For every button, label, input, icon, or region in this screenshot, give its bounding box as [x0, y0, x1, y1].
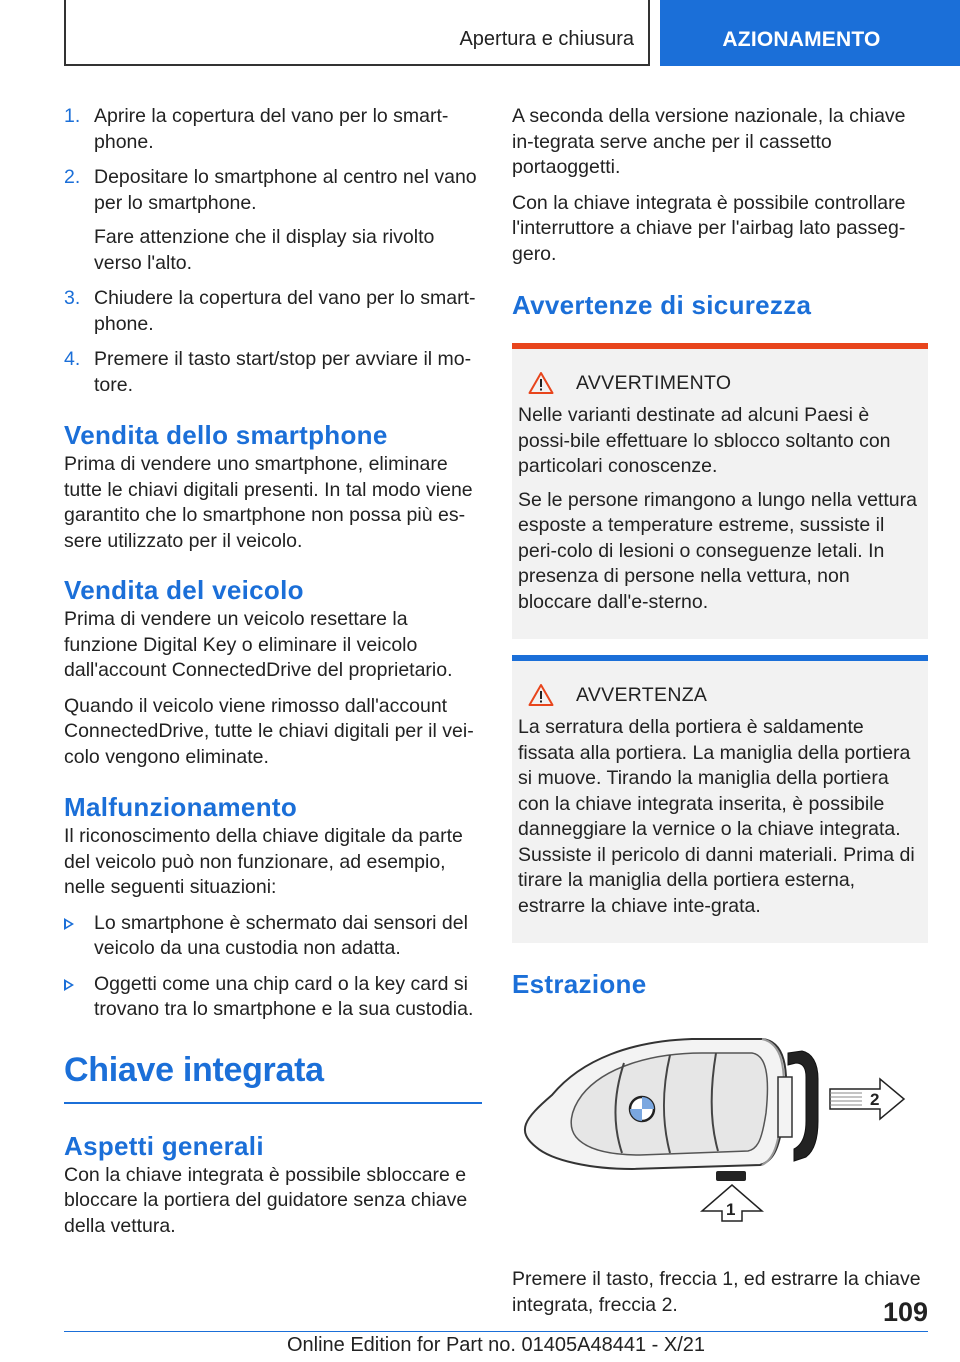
step-list [64, 104, 482, 398]
warning-triangle-icon [528, 371, 554, 395]
key-extraction-figure [512, 1023, 928, 1223]
step-text: Chiudere la copertura del vano per lo smart-phone. [94, 287, 476, 335]
extraction-text: Premere il tasto, freccia 1, ed estrarre la chiave integrata, freccia 2. [512, 1268, 921, 1316]
step-number: 1. [64, 105, 81, 127]
step-item [64, 104, 482, 155]
heading-extraction: Estrazione [512, 969, 647, 999]
step-item [64, 165, 482, 276]
step-text: Depositare lo smartphone al centro nel vano per lo smartphone. [94, 166, 477, 214]
footer-rule [64, 1331, 928, 1332]
list-item [64, 972, 482, 1023]
notice-box [512, 655, 928, 943]
list-item-text: Oggetti come una chip card o la key card si trovano tra lo smartphone e la sua custodia. [94, 972, 474, 1020]
step-number: 3. [64, 287, 81, 309]
notice-title: AVVERTENZA [576, 683, 708, 706]
arrow-2-label: 2 [870, 1090, 880, 1109]
page-number: 109 [882, 1297, 928, 1327]
intro-text-2: Con la chiave integrata è possibile controllare l'interruttore a chiave per l'airbag lato passeg-gero. [512, 191, 906, 265]
warning-triangle-icon [528, 683, 554, 707]
arrow-1-label: 1 [726, 1200, 736, 1219]
warning-text-2: Se le persone rimangono a lungo nella vettura esposte a temperature estreme, sussiste il peri-colo di lesioni o conseguenze letali. In presenza di persone nella vettura, non bloccare dall'e-sterno. [518, 488, 917, 613]
malfunction-list [64, 911, 482, 1023]
sale-vehicle-text-2: Quando il veicolo viene rimosso dall'account ConnectedDrive, tutte le chiavi digitali per il vei-colo vengono eliminate. [64, 694, 474, 768]
step-item [64, 347, 482, 398]
heading-sale-vehicle: Vendita del veicolo [64, 575, 304, 605]
notice-text: La serratura della portiera è saldamente fissata alla portiera. La maniglia della portiera si muove. Tirando la maniglia della portiera con la chiave integrata inserita, è possibile danneggiare la vernice o la chiave integrata. Sussiste il pericolo di danni materiali. Prima di tirare la maniglia della portiera esterna, estrarre la chiave inte-grata. [518, 716, 915, 917]
warning-text-1: Nelle varianti destinate ad alcuni Paesi è possi-bile effettuare lo sblocco soltanto con particolari conoscenze. [518, 404, 891, 477]
heading-sale-smartphone: Vendita dello smartphone [64, 420, 388, 450]
list-item-text: Lo smartphone è schermato dai sensori del veicolo da una custodia non adatta. [94, 911, 468, 959]
list-item [64, 911, 482, 962]
triangle-bullet-icon [64, 979, 74, 991]
step-number: 4. [64, 348, 81, 370]
sale-vehicle-text-1: Prima di vendere un veicolo resettare la funzione Digital Key o eliminare il veicolo dall'account ConnectedDrive del proprietario. [64, 608, 453, 681]
section-title: Apertura e chiusura [459, 28, 634, 50]
notice-bar [512, 655, 928, 661]
chapter-title: AZIONAMENTO [722, 28, 881, 51]
step-text: Aprire la copertura del vano per lo smart-phone. [94, 105, 449, 153]
warning-box [512, 343, 928, 639]
header-chapter-tab [660, 0, 960, 66]
step-item [64, 286, 482, 337]
intro-text-1: A seconda della versione nazionale, la chiave in-tegrata serve anche per il cassetto portaoggetti. [512, 105, 906, 178]
heading-general: Aspetti generali [64, 1130, 264, 1161]
warning-title: AVVERTIMENTO [576, 371, 732, 394]
step-number: 2. [64, 166, 81, 188]
footer-edition: Online Edition for Part no. 01405A48441 - X/21 [286, 1334, 706, 1356]
heading-rule [64, 1102, 482, 1104]
heading-safety: Avvertenze di sicurezza [512, 290, 812, 320]
heading-integrated-key: Chiave integrata [64, 1050, 324, 1089]
heading-malfunction: Malfunzionamento [64, 792, 298, 822]
triangle-bullet-icon [64, 918, 74, 930]
sale-smartphone-text: Prima di vendere uno smartphone, eliminare tutte le chiavi digitali presenti. In tal modo viene garantito che lo smartphone non possa più es-sere utilizzato per il veicolo. [64, 453, 473, 552]
left-column [64, 104, 482, 1239]
malfunction-text: Il riconoscimento della chiave digitale da parte del veicolo può non funzionare, ad esempio, nelle seguenti situazioni: [64, 825, 463, 898]
general-text: Con la chiave integrata è possibile sbloccare e bloccare la portiera del guidatore senza chiave della vettura. [64, 1163, 468, 1237]
step-text: Premere il tasto start/stop per avviare il mo-tore. [94, 348, 472, 396]
step-note: Fare attenzione che il display sia rivolto verso l'alto. [94, 226, 435, 274]
header-section-box [64, 0, 650, 66]
right-column [512, 104, 928, 1318]
warning-bar [512, 343, 928, 349]
